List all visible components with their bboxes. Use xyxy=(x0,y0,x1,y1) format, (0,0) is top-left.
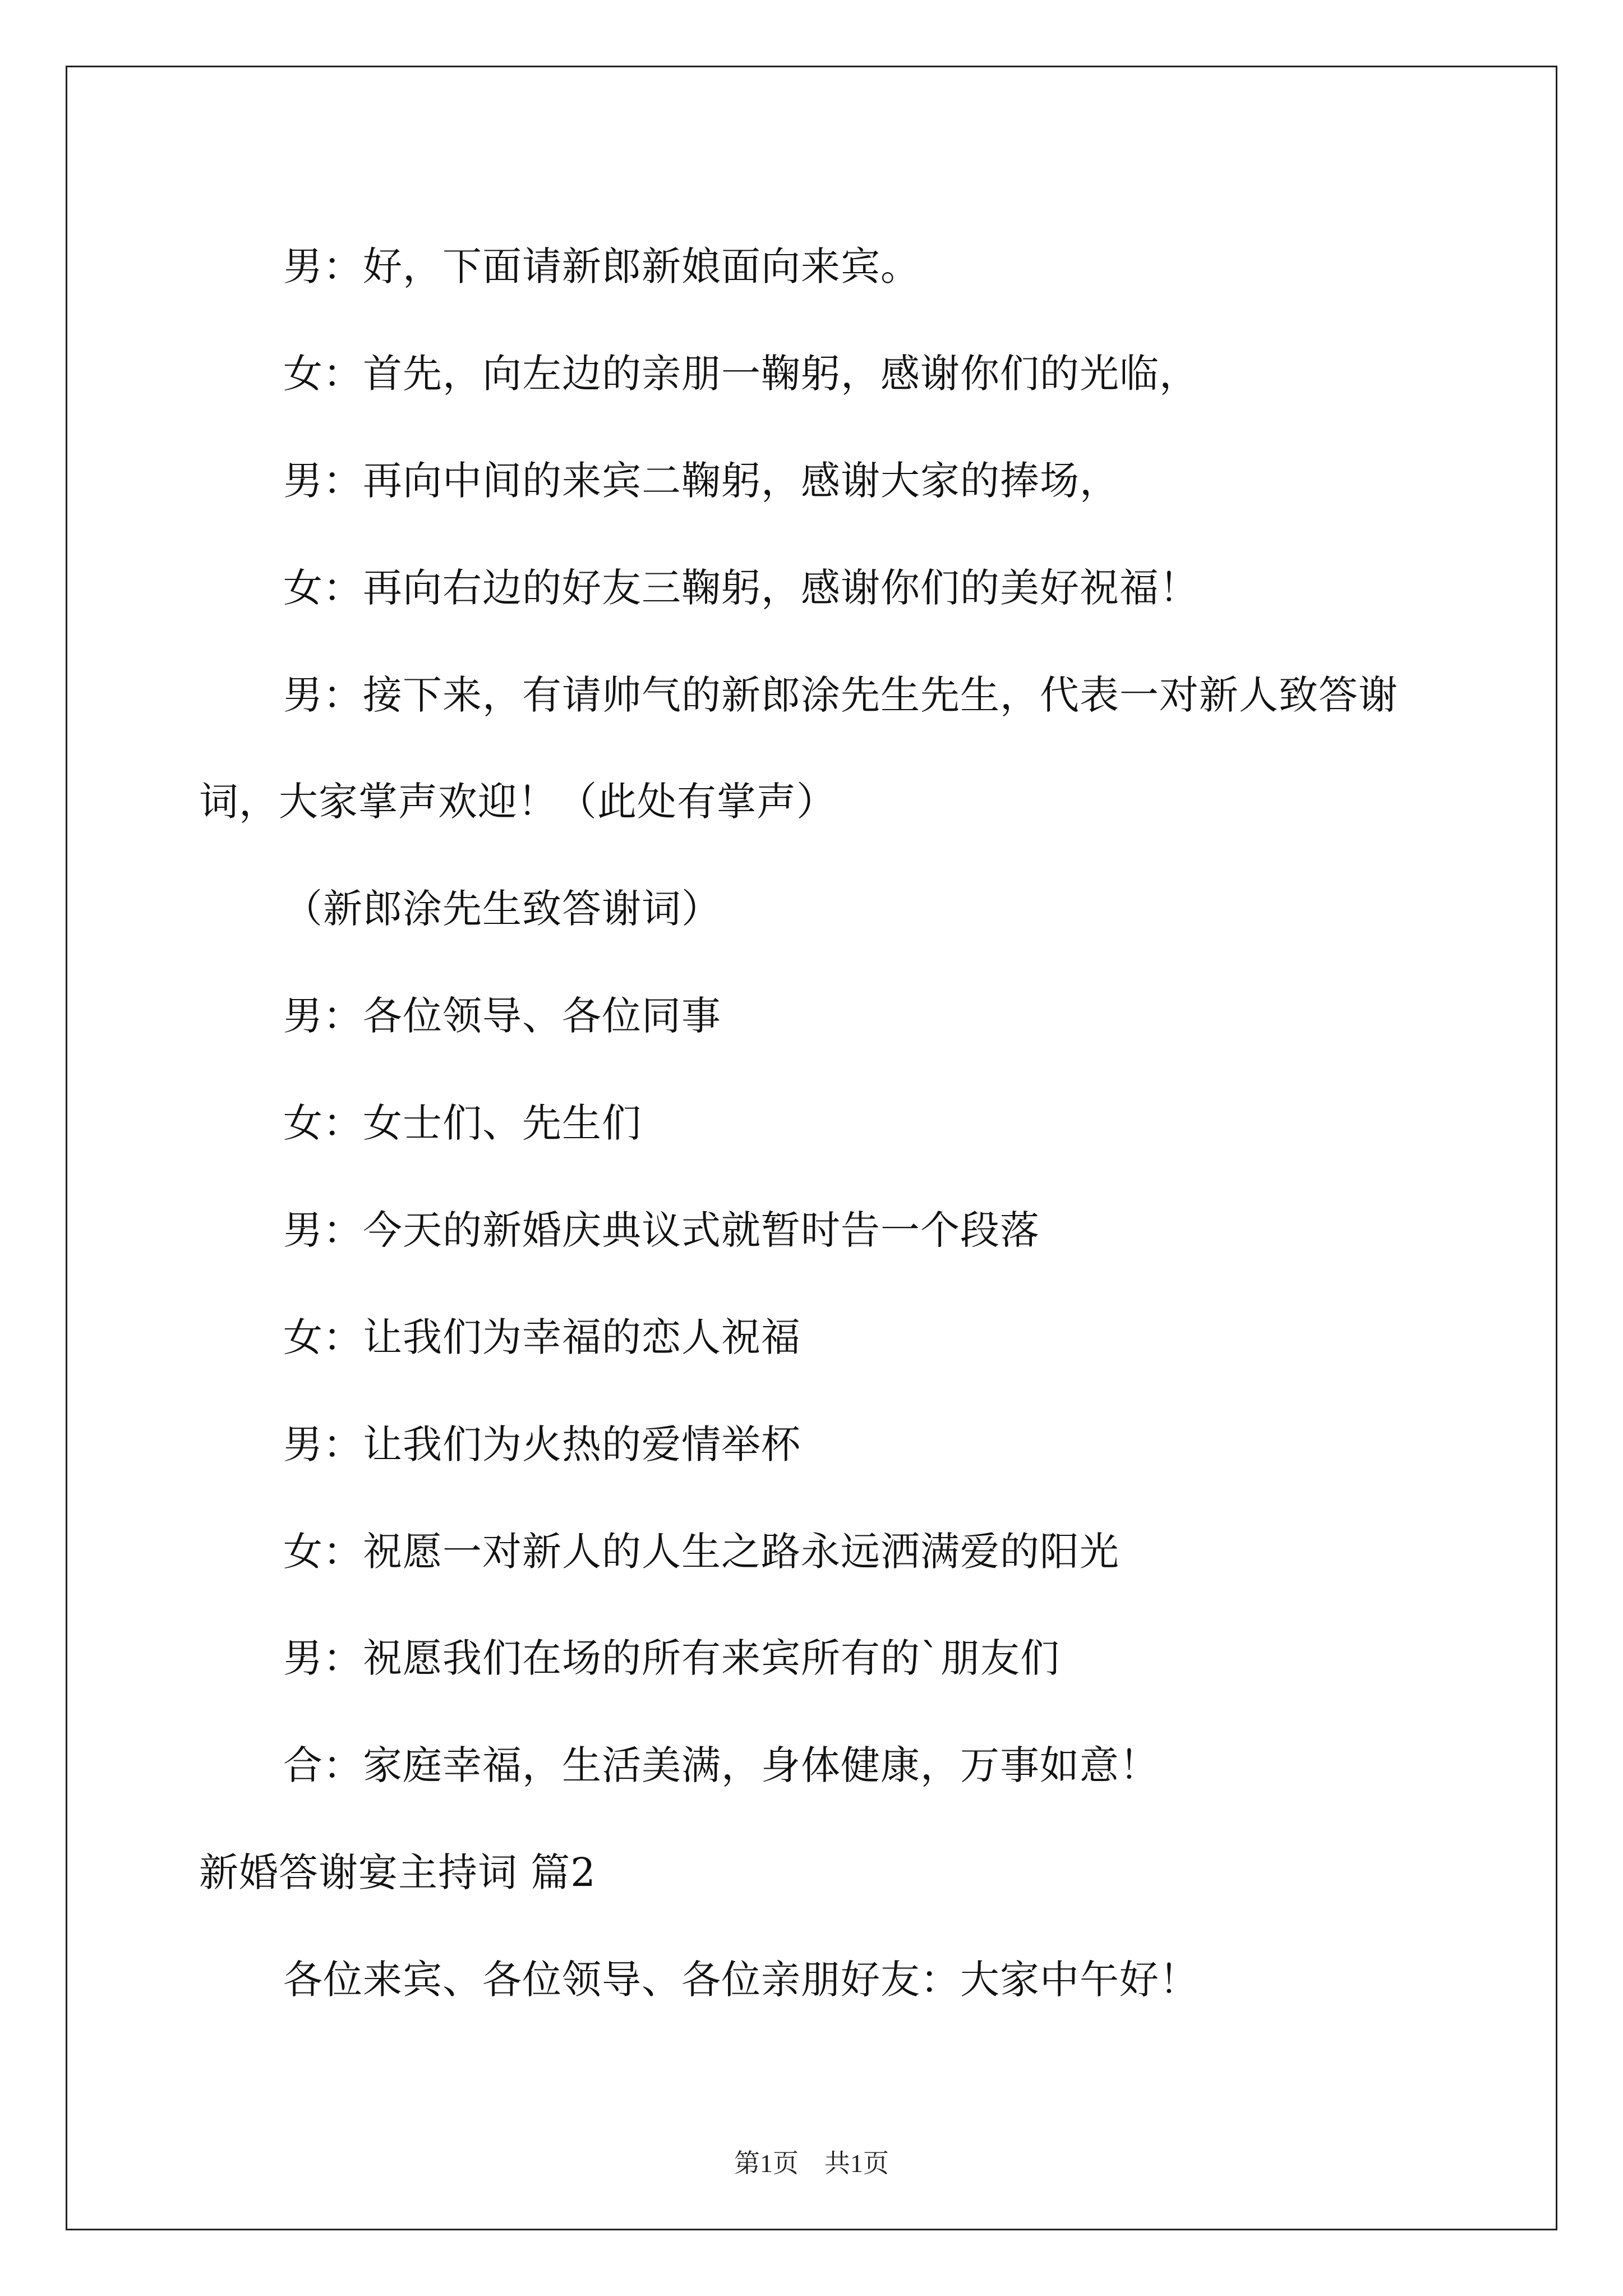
dialogue-line-5-continued: 词，大家掌声欢迎！（此处有掌声） xyxy=(199,779,836,825)
opening-line: 各位来宾、各位领导、各位亲朋好友：大家中午好！ xyxy=(283,1957,1199,2003)
section-heading: 新婚答谢宴主持词 篇2 xyxy=(199,1849,596,1895)
dialogue-line-2: 女：首先，向左边的亲朋一鞠躬，感谢你们的光临， xyxy=(283,351,1199,397)
dialogue-line-8: 男：今天的新婚庆典议式就暂时告一个段落 xyxy=(283,1207,1040,1253)
page-footer: 第1页 共1页 xyxy=(734,2149,889,2178)
dialogue-line-10: 男：让我们为火热的爱情举杯 xyxy=(283,1421,801,1467)
dialogue-line-13: 合：家庭幸福，生活美满，身体健康，万事如意！ xyxy=(283,1742,1159,1788)
dialogue-line-12: 男：祝愿我们在场的所有来宾所有的`朋友们 xyxy=(283,1635,1060,1681)
page-border xyxy=(66,66,1557,2230)
dialogue-line-4: 女：再向右边的好友三鞠躬，感谢你们的美好祝福！ xyxy=(283,565,1199,611)
dialogue-line-6: 男：各位领导、各位同事 xyxy=(283,993,721,1039)
dialogue-line-7: 女：女士们、先生们 xyxy=(283,1100,642,1146)
stage-direction: （新郎涂先生致答谢词） xyxy=(283,886,721,932)
dialogue-line-1: 男：好，下面请新郎新娘面向来宾。 xyxy=(283,243,920,289)
dialogue-line-3: 男：再向中间的来宾二鞠躬，感谢大家的捧场， xyxy=(283,458,1119,504)
dialogue-line-5: 男：接下来，有请帅气的新郎涂先生先生，代表一对新人致答谢 xyxy=(283,672,1398,718)
dialogue-line-11: 女：祝愿一对新人的人生之路永远洒满爱的阳光 xyxy=(283,1529,1119,1575)
document-body xyxy=(67,67,1556,2229)
dialogue-line-9: 女：让我们为幸福的恋人祝福 xyxy=(283,1314,801,1360)
